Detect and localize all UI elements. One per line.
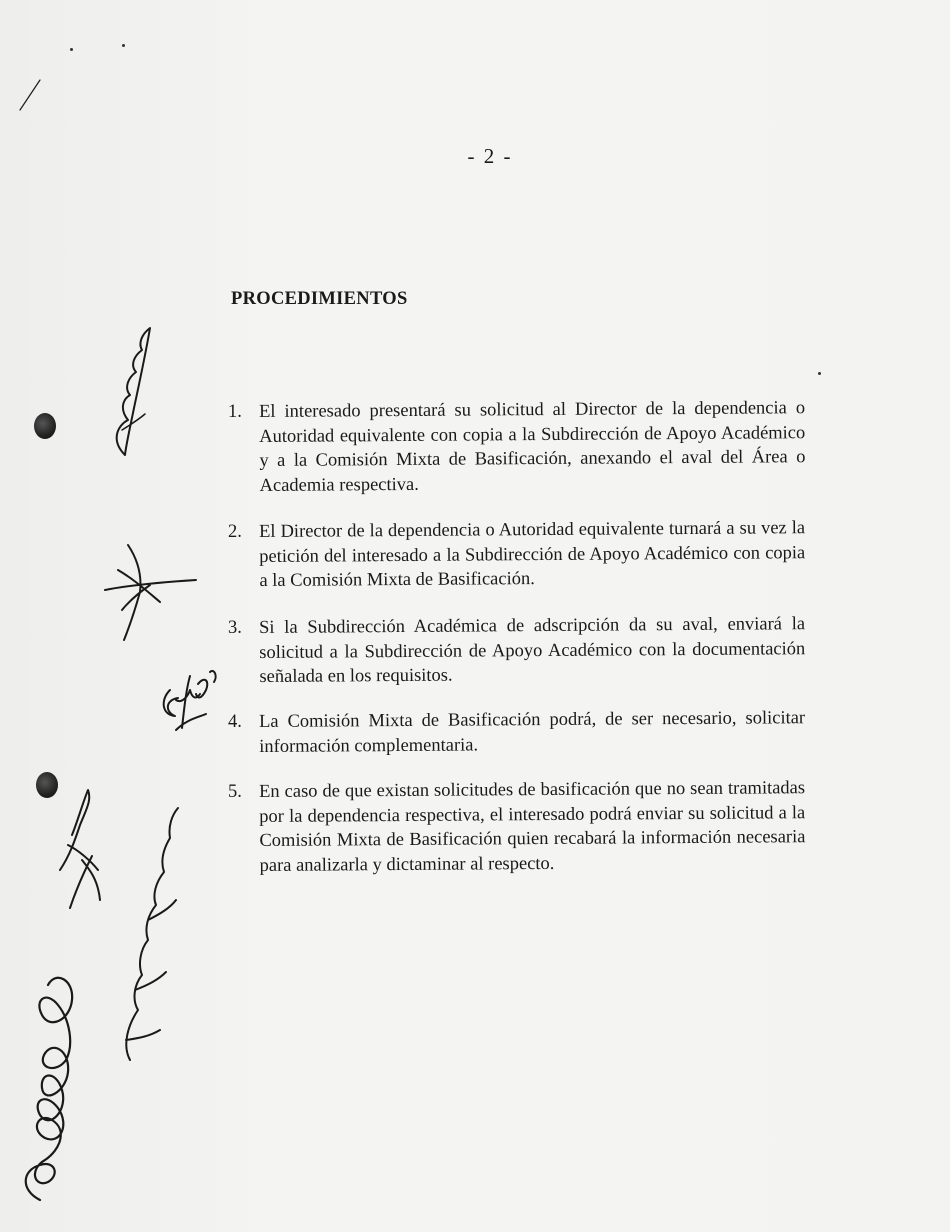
item-number: 4. bbox=[228, 712, 242, 732]
item-text: El Director de la dependencia o Autoridad equivalente turnará a su vez la petición del interesado a la Subdirección de Apoyo Académico con copia a la Comisión Mixta de Basificación. bbox=[259, 518, 806, 591]
signature-1 bbox=[117, 328, 150, 455]
hole-punch bbox=[36, 772, 58, 798]
signature-6 bbox=[26, 978, 72, 1200]
signature-2 bbox=[105, 545, 196, 640]
scan-speck bbox=[122, 44, 125, 47]
signatures-drawing bbox=[0, 0, 230, 1232]
item-number: 5. bbox=[228, 782, 242, 802]
hole-punch bbox=[34, 413, 56, 439]
scan-speck bbox=[70, 48, 73, 51]
signature-3 bbox=[164, 671, 216, 730]
item-text: La Comisión Mixta de Basificación podrá, de ser necesario, solicitar información complementaria. bbox=[259, 708, 806, 757]
pen-mark bbox=[20, 80, 40, 110]
signature-5 bbox=[126, 808, 178, 1060]
item-number: 1. bbox=[228, 402, 242, 422]
item-text: Si la Subdirección Académica de adscripción da su aval, enviará la solicitud a la Subdirección de Apoyo Académico con la documentación señalada en los requisitos. bbox=[259, 614, 806, 687]
item-number: 3. bbox=[228, 618, 242, 638]
page-number: - 2 - bbox=[467, 144, 513, 168]
item-text: En caso de que existan solicitudes de basificación que no sean tramitadas por la dependencia respectiva, el interesado podrá enviar su solicitud a la Comisión Mixta de Basificación quien recabará la información necesaria para analizarla y dictaminar al respecto. bbox=[259, 778, 806, 876]
signature-4 bbox=[60, 790, 100, 908]
item-text: El interesado presentará su solicitud al Director de la dependencia o Autoridad equivalente con copia a la Subdirección de Apoyo Académico y a la Comisión Mixta de Basificación, anexando el aval del Área o Academia respectiva. bbox=[259, 398, 806, 496]
section-title: PROCEDIMIENTOS bbox=[231, 289, 408, 309]
item-number: 2. bbox=[228, 522, 242, 542]
scan-speck bbox=[818, 372, 821, 375]
margin-signatures bbox=[0, 0, 230, 1232]
